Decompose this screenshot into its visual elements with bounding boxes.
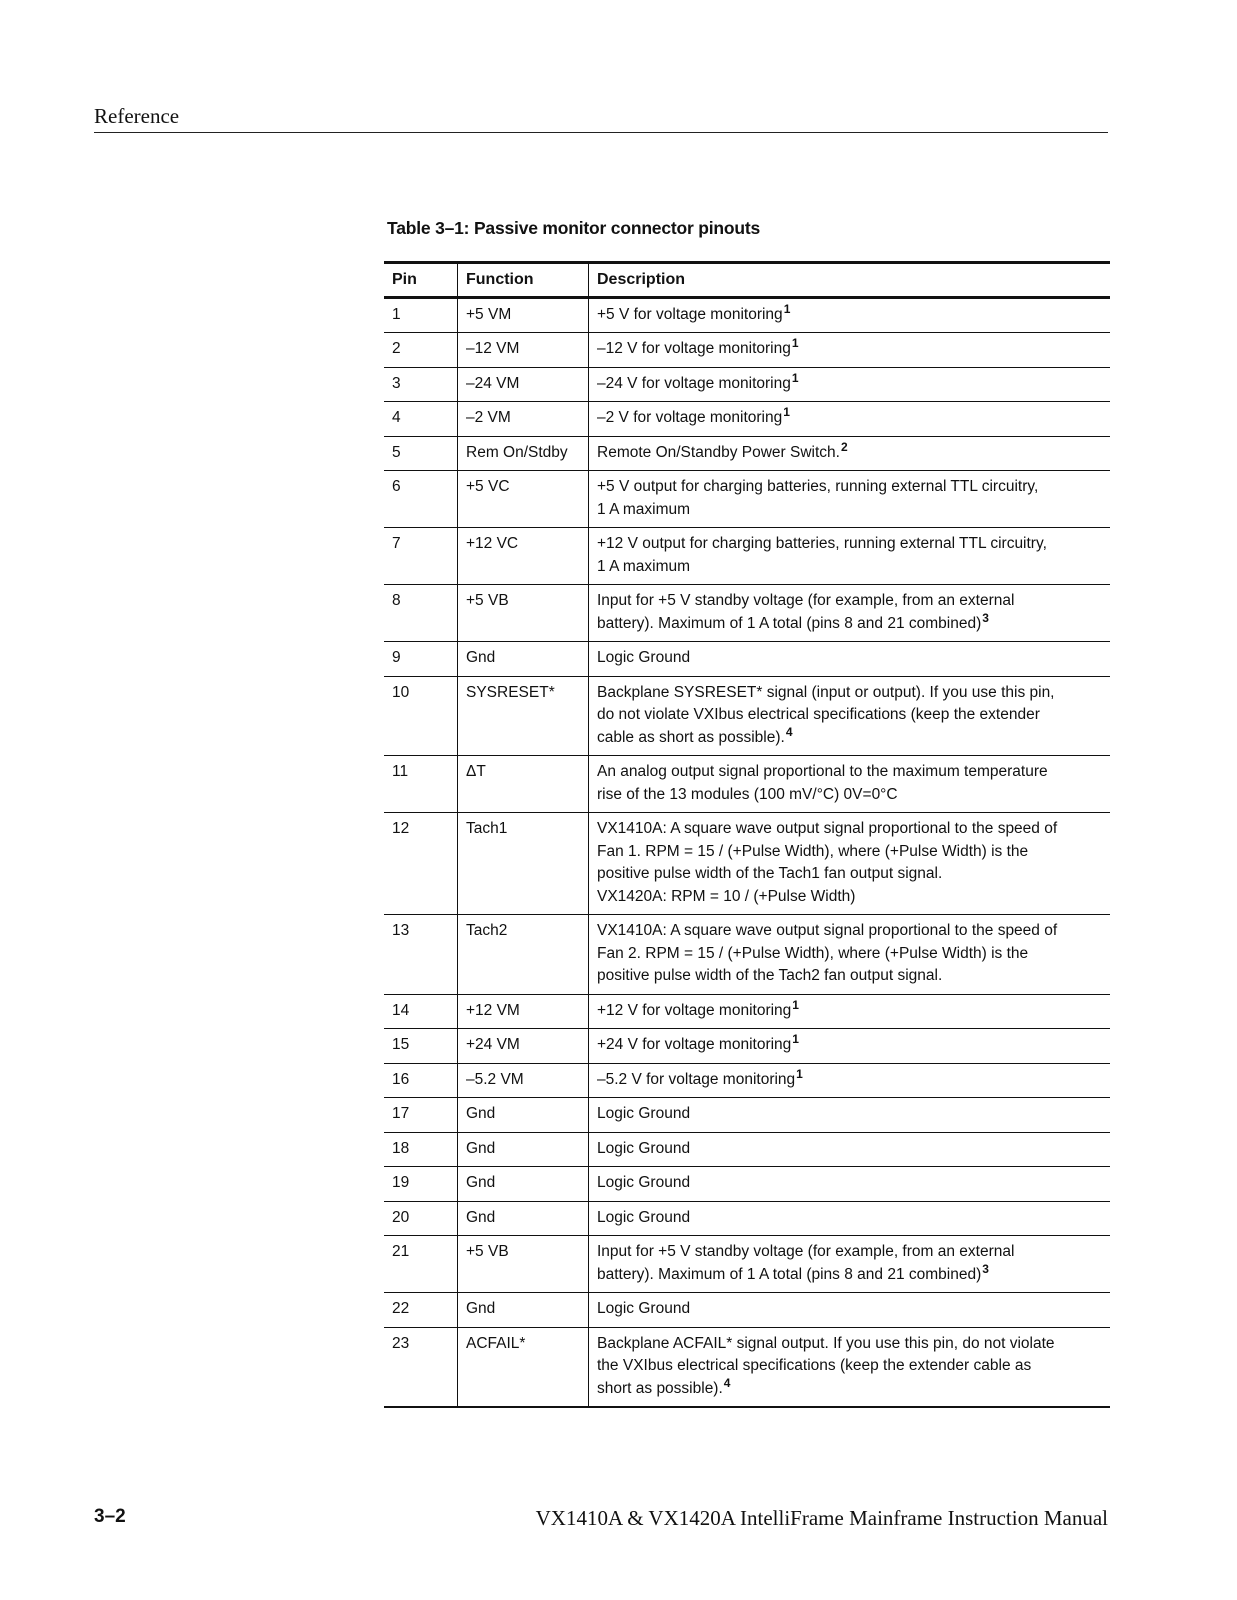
description-line (597, 338, 1102, 361)
table-row (384, 436, 1110, 471)
function-cell: +5 VC (458, 471, 589, 528)
description-line (597, 1333, 1102, 1356)
description-line (597, 610, 1102, 636)
description-line (597, 1138, 1102, 1161)
table-row (384, 402, 1110, 437)
function-cell: +12 VC (458, 528, 589, 585)
description-cell (589, 1098, 1111, 1133)
table-header-row (384, 263, 1110, 298)
description-text: +5 V for voltage monitoring (597, 305, 783, 323)
footnote-marker: 1 (783, 405, 790, 419)
table-row (384, 297, 1110, 333)
table-row (384, 1132, 1110, 1167)
pin-cell: 12 (384, 813, 458, 915)
description-line (597, 647, 1102, 670)
pin-cell: 16 (384, 1063, 458, 1098)
pin-cell: 14 (384, 994, 458, 1029)
pin-cell: 3 (384, 367, 458, 402)
description-text: –2 V for voltage monitoring (597, 409, 783, 426)
description-text: Logic Ground (597, 1300, 691, 1317)
description-text: positive pulse width of the Tach1 fan output signal. (597, 865, 943, 882)
pin-cell: 2 (384, 333, 458, 368)
pin-cell: 10 (384, 676, 458, 756)
description-line (597, 886, 1102, 909)
pin-cell: 20 (384, 1201, 458, 1236)
pin-cell: 22 (384, 1293, 458, 1328)
function-cell: –5.2 VM (458, 1063, 589, 1098)
pin-cell: 23 (384, 1327, 458, 1407)
description-line (597, 590, 1102, 613)
description-text: –24 V for voltage monitoring (597, 374, 791, 392)
function-cell: Gnd (458, 1167, 589, 1202)
function-cell: +24 VM (458, 1029, 589, 1064)
footnote-marker: 1 (791, 336, 799, 350)
footnote-marker: 4 (785, 724, 793, 739)
table-title: Table 3–1: Passive monitor connector pinouts (387, 218, 761, 238)
description-line (597, 1034, 1102, 1057)
pin-cell: 7 (384, 528, 458, 585)
description-cell (589, 1167, 1111, 1202)
description-text: VX1410A: A square wave output signal proportional to the speed of (597, 820, 1058, 837)
description-text: Backplane ACFAIL* signal output. If you use this pin, do not violate (597, 1334, 1055, 1352)
page-header (94, 104, 1108, 133)
table-body (384, 297, 1110, 1407)
description-text: Logic Ground (597, 649, 691, 666)
table-row (384, 1029, 1110, 1064)
footnote-marker: 1 (796, 1066, 803, 1081)
description-text: +12 V for voltage monitoring (597, 1001, 792, 1019)
table-row (384, 915, 1110, 995)
description-line (597, 1298, 1102, 1321)
function-cell: +12 VM (458, 994, 589, 1029)
description-line (597, 997, 1102, 1023)
description-line (597, 1103, 1102, 1126)
description-cell (589, 471, 1111, 528)
description-line (597, 301, 1102, 327)
description-text: short as possible). (597, 1379, 723, 1397)
footnote-marker: 3 (982, 1261, 989, 1276)
description-text: battery). Maximum of 1 A total (pins 8 and 21 combined) (597, 1265, 982, 1283)
description-text: –12 V for voltage monitoring (597, 340, 791, 357)
table-row (384, 1063, 1110, 1098)
function-cell: Rem On/Stdby (458, 436, 589, 471)
table-row (384, 642, 1110, 677)
function-cell: –24 VM (458, 367, 589, 402)
pin-cell: 21 (384, 1236, 458, 1293)
page-number: 3–2 (94, 1506, 126, 1527)
table-row (384, 528, 1110, 585)
description-line (597, 863, 1102, 886)
table-row (384, 994, 1110, 1029)
description-text: Logic Ground (597, 1139, 691, 1157)
description-text: VX1420A: RPM = 10 / (+Pulse Width) (597, 887, 856, 905)
description-cell (589, 1029, 1111, 1064)
description-text: Fan 2. RPM = 15 / (+Pulse Width), where (+Pulse Width) is the (597, 944, 1029, 962)
description-line (597, 704, 1102, 727)
table-row (384, 1167, 1110, 1202)
footnote-marker: 1 (792, 997, 799, 1012)
description-line (597, 439, 1102, 465)
table-row (384, 1327, 1110, 1407)
table-row (384, 813, 1110, 915)
description-cell (589, 756, 1111, 813)
description-line (597, 724, 1102, 750)
function-cell: Gnd (458, 642, 589, 677)
description-line (597, 784, 1102, 807)
description-cell (589, 1201, 1111, 1236)
function-cell: –2 VM (458, 402, 589, 437)
function-cell: Gnd (458, 1293, 589, 1328)
function-cell: Tach2 (458, 915, 589, 995)
description-cell (589, 333, 1111, 368)
function-cell: +5 VM (458, 297, 589, 333)
description-line (597, 841, 1102, 864)
description-text: rise of the 13 modules (100 mV/°C) 0V=0°C (597, 785, 898, 803)
description-text: +12 V output for charging batteries, running external TTL circuitry, (597, 535, 1047, 552)
pin-cell: 17 (384, 1098, 458, 1133)
description-line (597, 533, 1102, 556)
description-line (597, 1241, 1102, 1264)
pin-cell: 13 (384, 915, 458, 995)
description-text: Logic Ground (597, 1208, 691, 1226)
pin-cell: 15 (384, 1029, 458, 1064)
footnote-marker: 1 (791, 370, 799, 385)
description-text: cable as short as possible). (597, 728, 785, 746)
description-line (597, 1066, 1102, 1092)
function-cell: Gnd (458, 1201, 589, 1236)
description-text: 1 A maximum (597, 500, 691, 518)
description-text: Backplane SYSRESET* signal (input or output). If you use this pin, (597, 683, 1055, 701)
pin-cell: 5 (384, 436, 458, 471)
table-header (384, 263, 1110, 298)
description-text: Fan 1. RPM = 15 / (+Pulse Width), where (+Pulse Width) is the (597, 842, 1029, 860)
function-cell: ΔT (458, 756, 589, 813)
description-line (597, 1355, 1102, 1378)
column-header-function: Function (458, 263, 589, 298)
description-line (597, 476, 1102, 499)
function-cell: +5 VB (458, 1236, 589, 1293)
description-line (597, 1172, 1102, 1195)
description-line (597, 682, 1102, 705)
function-cell: Gnd (458, 1098, 589, 1133)
description-line (597, 1375, 1102, 1401)
description-text: positive pulse width of the Tach2 fan output signal. (597, 967, 943, 984)
description-text: Remote On/Standby Power Switch. (597, 443, 840, 461)
description-cell (589, 915, 1111, 995)
description-line (597, 920, 1102, 943)
description-cell (589, 642, 1111, 677)
description-text: do not violate VXIbus electrical specifications (keep the extender (597, 706, 1040, 723)
description-line (597, 965, 1102, 988)
description-text: 1 A maximum (597, 557, 691, 575)
pinout-table (384, 261, 1110, 1408)
function-cell: +5 VB (458, 585, 589, 642)
description-cell (589, 1063, 1111, 1098)
footnote-marker: 2 (840, 439, 848, 454)
description-line (597, 407, 1102, 430)
description-cell (589, 436, 1111, 471)
description-line (597, 499, 1102, 522)
pin-cell: 19 (384, 1167, 458, 1202)
description-cell (589, 1327, 1111, 1407)
table-row (384, 756, 1110, 813)
description-line (597, 370, 1102, 396)
table-row (384, 585, 1110, 642)
function-cell: SYSRESET* (458, 676, 589, 756)
manual-title: VX1410A & VX1420A IntelliFrame Mainframe Instruction Manual (535, 1506, 1108, 1530)
pin-cell: 8 (384, 585, 458, 642)
footnote-marker: 4 (723, 1375, 731, 1390)
description-text: the VXIbus electrical specifications (keep the extender cable as (597, 1357, 1032, 1374)
description-line (597, 943, 1102, 966)
pin-cell: 1 (384, 297, 458, 333)
table-row (384, 1098, 1110, 1133)
description-line (597, 1207, 1102, 1230)
table-row (384, 333, 1110, 368)
footnote-marker: 1 (783, 301, 791, 316)
description-text: battery). Maximum of 1 A total (pins 8 and 21 combined) (597, 614, 982, 632)
pin-cell: 11 (384, 756, 458, 813)
pin-cell: 6 (384, 471, 458, 528)
section-title: Reference (94, 104, 180, 128)
description-text: +5 V output for charging batteries, running external TTL circuitry, (597, 478, 1039, 495)
description-cell (589, 1236, 1111, 1293)
footnote-marker: 1 (792, 1032, 799, 1046)
description-cell (589, 585, 1111, 642)
footnote-marker: 3 (982, 610, 989, 625)
description-cell (589, 1132, 1111, 1167)
description-text: An analog output signal proportional to the maximum temperature (597, 763, 1048, 780)
table-row (384, 367, 1110, 402)
description-cell (589, 528, 1111, 585)
pin-cell: 9 (384, 642, 458, 677)
description-text: +24 V for voltage monitoring (597, 1036, 792, 1053)
function-cell: Tach1 (458, 813, 589, 915)
description-text: –5.2 V for voltage monitoring (597, 1070, 796, 1088)
pin-cell: 18 (384, 1132, 458, 1167)
description-text: Input for +5 V standby voltage (for example, from an external (597, 1243, 1015, 1260)
description-cell (589, 367, 1111, 402)
function-cell: –12 VM (458, 333, 589, 368)
description-line (597, 818, 1102, 841)
description-cell (589, 813, 1111, 915)
description-cell (589, 1293, 1111, 1328)
pin-cell: 4 (384, 402, 458, 437)
table-row (384, 1293, 1110, 1328)
description-cell (589, 994, 1111, 1029)
description-text: VX1410A: A square wave output signal proportional to the speed of (597, 922, 1058, 939)
function-cell: ACFAIL* (458, 1327, 589, 1407)
description-cell (589, 297, 1111, 333)
table-row (384, 676, 1110, 756)
table-row (384, 471, 1110, 528)
description-text: Logic Ground (597, 1105, 691, 1122)
function-cell: Gnd (458, 1132, 589, 1167)
column-header-pin: Pin (384, 263, 458, 298)
description-text: Input for +5 V standby voltage (for example, from an external (597, 592, 1015, 609)
column-header-description: Description (597, 271, 686, 288)
description-line (597, 761, 1102, 784)
description-line (597, 556, 1102, 579)
description-cell (589, 402, 1111, 437)
description-text: Logic Ground (597, 1174, 691, 1191)
table-row (384, 1201, 1110, 1236)
description-cell (589, 676, 1111, 756)
description-line (597, 1261, 1102, 1287)
table-row (384, 1236, 1110, 1293)
